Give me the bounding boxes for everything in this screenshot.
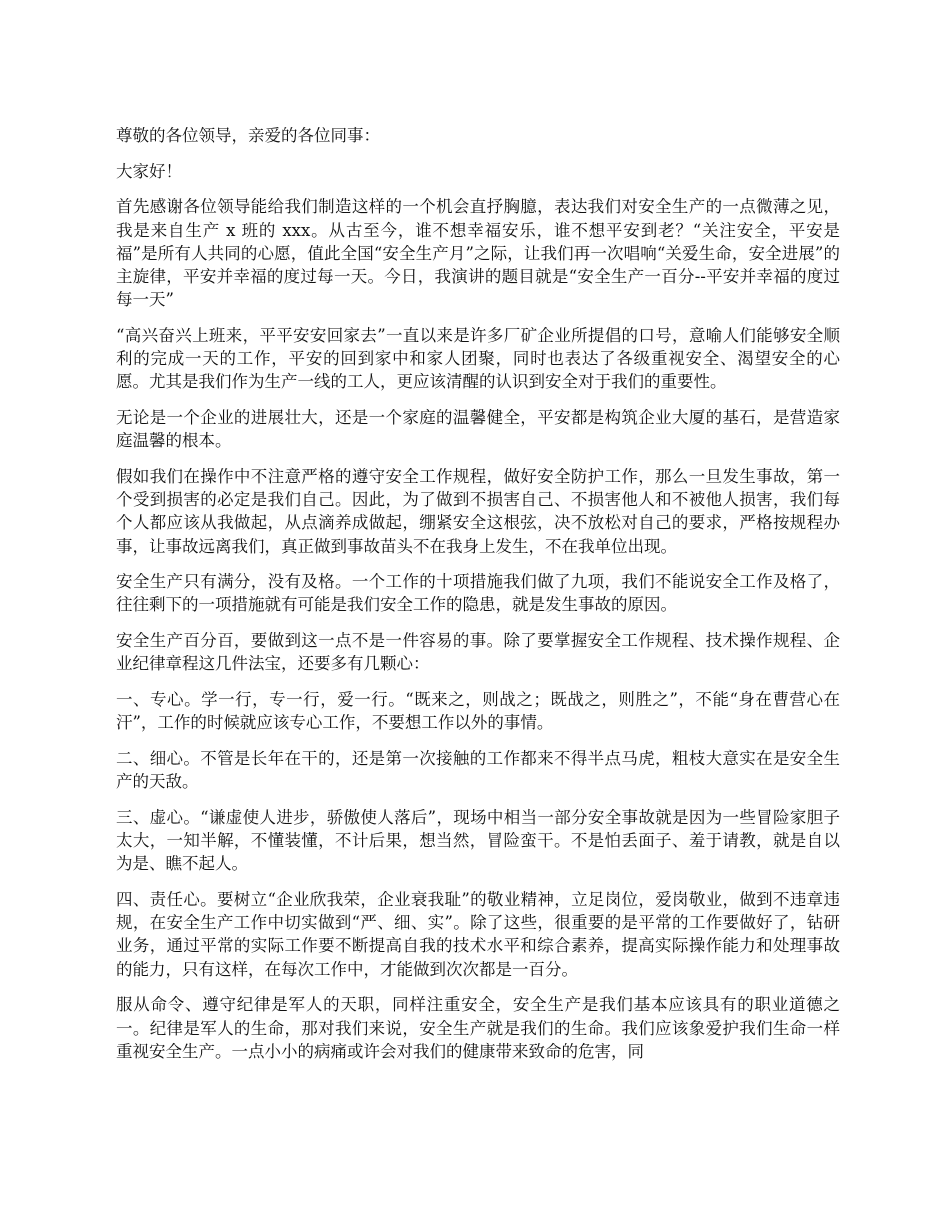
paragraph-focus: 一、专心。学一行，专一行，爱一行。“既来之，则战之；既战之，则胜之”，不能“身在曹营心在汗”，工作的时候就应该专心工作，不要想工作以外的事情。 — [116, 690, 840, 733]
salutation: 尊敬的各位领导，亲爱的各位同事： — [116, 126, 380, 145]
greeting: 大家好！ — [116, 161, 182, 181]
paragraph-intro: 首先感谢各位领导能给我们制造这样的一个机会直抒胸臆，表达我们对安全生产的一点微薄之见，我是来自生产 x 班的 xxx。从古至今，谁不想幸福安乐，谁不想平安到老？“关注安全，平安是福”是所有人共同的心愿，值此全国“安全生产月”之际，让我们再一次唱响“关爱生命，安全进展”的主旋律，平安并幸福的度过每一天。今日，我演讲的题目就是“安全生产一百分--平安并幸福的度过每一天” — [116, 197, 840, 310]
paragraph-careful: 二、细心。不管是长年在干的，还是第一次接触的工作都来不得半点马虎，粗枝大意实在是安全生产的天敌。 — [116, 748, 840, 792]
paragraph-foundation: 无论是一个企业的进展壮大，还是一个家庭的温馨健全，平安都是构筑企业大厦的基石，是营造家庭温馨的根本。 — [116, 408, 840, 451]
paragraph-rules: 假如我们在操作中不注意严格的遵守安全工作规程，做好安全防护工作，那么一旦发生事故，第一个受到损害的必定是我们自己。因此，为了做到不损害自己、不损害他人和不被他人损害，我们每个人都应该从我做起，从点滴养成做起，绷紧安全这根弦，决不放松对自己的要求，严格按规程办事，让事故远离我们，真正做到事故苗头不在我身上发生，不在我单位出现。 — [116, 466, 840, 556]
paragraph-discipline: 服从命令、遵守纪律是军人的天职，同样注重安全，安全生产是我们基本应该具有的职业道德之一。纪律是军人的生命，那对我们来说，安全生产就是我们的生命。我们应该象爱护我们生命一样重视安全生产。一点小小的病痛或许会对我们的健康带来致命的危害，同 — [116, 995, 840, 1061]
paragraph-modest: 三、虚心。“谦虚使人进步，骄傲使人落后”，现场中相当一部分安全事故就是因为一些冒险家胆子太大，一知半解，不懂装懂，不计后果，想当然，冒险蛮干。不是怕丢面子、羞于请教，就是自以为是、瞧不起人。 — [116, 807, 840, 874]
paragraph-full-score: 安全生产只有满分，没有及格。一个工作的十项措施我们做了九项，我们不能说安全工作及格了，往往剩下的一项措施就有可能是我们安全工作的隐患，就是发生事故的原因。 — [116, 572, 840, 615]
paragraph-hundred-percent: 安全生产百分百，要做到这一点不是一件容易的事。除了要掌握安全工作规程、技术操作规程、企业纪律章程这几件法宝，还要多有几颗心： — [116, 631, 840, 674]
document-page — [116, 124, 840, 1075]
paragraph-responsibility: 四、责任心。要树立“企业欣我荣，企业衰我耻”的敬业精神，立足岗位，爱岗敬业，做到不违章违规，在安全生产工作中切实做到“严、细、实”。除了这些，很重要的是平常的工作要做好了，钻研业务，通过平常的实际工作要不断提高自我的技术水平和综合素养，提高实际操作能力和处理事故的能力，只有这样，在每次工作中，才能做到次次都是一百分。 — [116, 889, 840, 979]
paragraph-slogan: “高兴奋兴上班来，平平安安回家去”一直以来是许多厂矿企业所提倡的口号，意喻人们能够安全顺利的完成一天的工作，平安的回到家中和家人团聚，同时也表达了各级重视安全、渴望安全的心愿。尤其是我们作为生产一线的工人，更应该清醒的认识到安全对于我们的重要性。 — [116, 325, 840, 392]
